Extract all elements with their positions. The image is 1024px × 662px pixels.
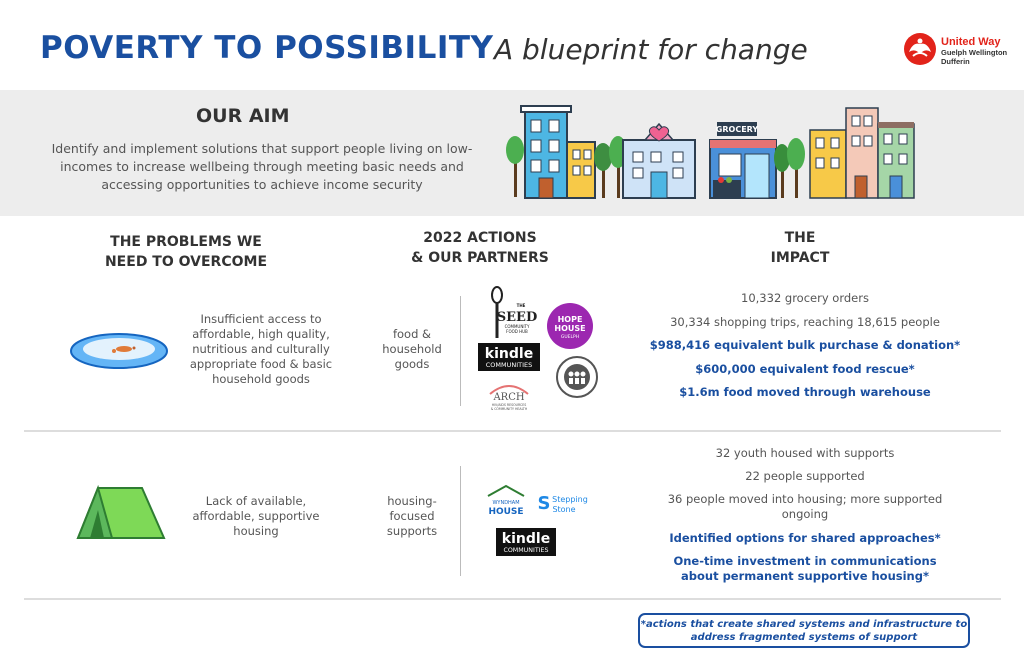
- impact-item: 32 youth housed with supports: [715, 446, 895, 460]
- problem-food: Insufficient access to affordable, high quality, nutritious and culturally appropriate food & basic household goods: [189, 312, 333, 386]
- footnote-box: [638, 613, 970, 648]
- grocery-store-icon: [710, 122, 776, 198]
- partner-logo-stepping-stone[interactable]: [538, 490, 590, 518]
- united-way-logo[interactable]: [903, 30, 1013, 80]
- actions-heading: 2022 ACTIONS & OUR PARTNERS: [411, 230, 549, 266]
- svg-text:THE: THE: [516, 303, 526, 308]
- impact-heading: THE IMPACT: [770, 230, 830, 266]
- divider-row2: [460, 466, 461, 576]
- city-illustration: [505, 102, 925, 202]
- svg-text:FOOD HUB: FOOD HUB: [506, 329, 528, 334]
- community-people-icon: [556, 356, 598, 398]
- page-title: POVERTY TO POSSIBILITY: [40, 30, 494, 66]
- svg-text:HOPE: HOPE: [557, 315, 583, 324]
- spoon-icon: [486, 285, 538, 343]
- action-housing: housing-focused supports: [386, 494, 438, 538]
- tree-icon: [506, 136, 524, 197]
- office-building-icon: [521, 106, 571, 198]
- houses-icon: [810, 108, 914, 198]
- logo-region-1: Guelph Wellington: [941, 48, 1008, 57]
- svg-text:COMMUNITIES: COMMUNITIES: [485, 361, 533, 369]
- yellow-building-icon: [567, 142, 595, 198]
- footnote-text: *actions that create shared systems and infrastructure to address fragmented systems of support: [640, 619, 968, 643]
- svg-text:COMMUNITY: COMMUNITY: [504, 324, 530, 329]
- logo-name: United Way: [941, 36, 1001, 48]
- hospital-icon: [623, 124, 695, 198]
- row-separator: [24, 430, 1001, 432]
- united-way-hand-icon: [903, 32, 937, 66]
- svg-text:COMMUNITIES: COMMUNITIES: [503, 547, 549, 554]
- tent-icon: [72, 482, 168, 542]
- trees-icon-2: [774, 138, 805, 198]
- svg-text:Stone: Stone: [552, 505, 576, 514]
- impact-item: 22 people supported: [745, 469, 865, 483]
- grocery-sign: GROCERY: [715, 125, 759, 134]
- impact-item: One-time investment in communications about permanent supportive housing*: [673, 554, 937, 583]
- bottom-separator: [24, 598, 1001, 600]
- aim-title: OUR AIM: [196, 105, 290, 127]
- partner-logo-seed[interactable]: [486, 285, 538, 343]
- logo-region-2: Dufferin: [941, 57, 970, 66]
- svg-text:kindle: kindle: [484, 346, 534, 362]
- svg-text:S: S: [537, 493, 551, 514]
- partner-logo-kindle-2[interactable]: [496, 528, 556, 556]
- svg-text:HOUSE: HOUSE: [554, 324, 586, 333]
- impact-item: $988,416 equivalent bulk purchase & donation*: [649, 338, 961, 352]
- problem-housing: Lack of available, affordable, supportive housing: [192, 494, 320, 538]
- divider-row1: [460, 296, 461, 406]
- aim-text: Identify and implement solutions that support people living on low-incomes to increase wellbeing through meeting basic needs and accessing opportunities to achieve income security: [51, 141, 473, 192]
- impact-item: Identified options for shared approaches*: [669, 531, 941, 545]
- svg-text:Stepping: Stepping: [552, 495, 588, 504]
- svg-text:& COMMUNITY HEALTH: & COMMUNITY HEALTH: [490, 407, 528, 411]
- partner-logo-wyndham-house[interactable]: [484, 484, 528, 518]
- impact-item: 36 people moved into housing; more supported ongoing: [667, 492, 943, 521]
- svg-text:GUELPH: GUELPH: [560, 335, 580, 340]
- svg-text:HOUSE: HOUSE: [488, 507, 524, 517]
- impact-item: $600,000 equivalent food rescue*: [695, 362, 915, 376]
- svg-text:SEED: SEED: [496, 310, 538, 325]
- partner-logo-community-health[interactable]: [556, 356, 598, 398]
- svg-text:ARCH: ARCH: [493, 392, 525, 403]
- house-icon: [484, 484, 528, 518]
- action-food: food & household goods: [382, 327, 442, 371]
- svg-text:HIV/AIDS RESOURCES: HIV/AIDS RESOURCES: [491, 403, 527, 407]
- partner-logo-hope-house[interactable]: [546, 302, 594, 350]
- svg-text:kindle: kindle: [501, 531, 551, 547]
- partner-logo-kindle[interactable]: [478, 343, 540, 371]
- svg-text:WYNDHAM: WYNDHAM: [492, 500, 520, 506]
- page-subtitle: A blueprint for change: [494, 33, 808, 66]
- problems-heading: THE PROBLEMS WE NEED TO OVERCOME: [104, 234, 268, 270]
- partner-logo-arch[interactable]: [484, 376, 534, 412]
- impact-item: 30,334 shopping trips, reaching 18,615 people: [670, 315, 940, 329]
- impact-item: $1.6m food moved through warehouse: [679, 385, 931, 399]
- plate-icon: [68, 330, 170, 372]
- impact-item: 10,332 grocery orders: [741, 291, 869, 305]
